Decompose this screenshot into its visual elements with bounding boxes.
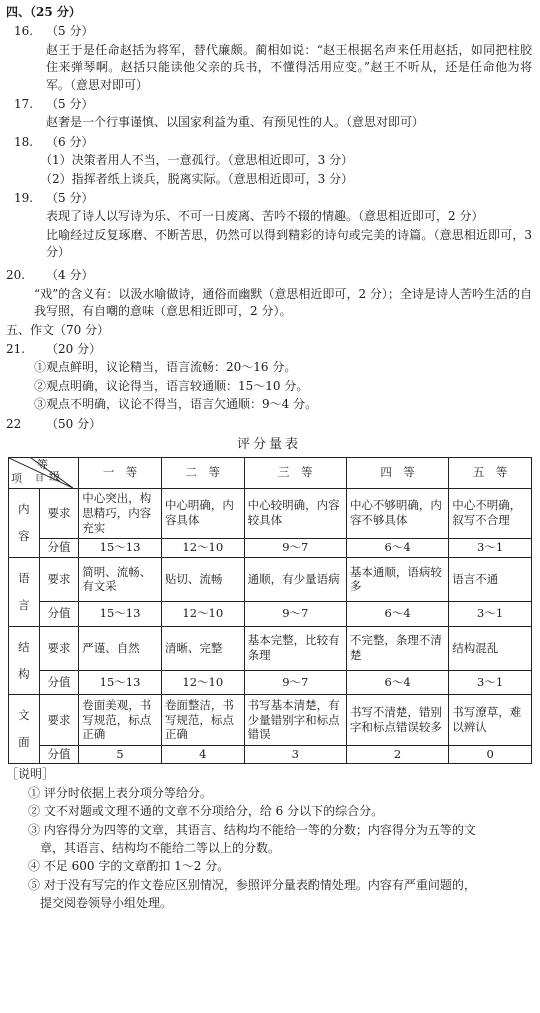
question-number: 19. bbox=[14, 190, 34, 205]
category-writing bbox=[9, 695, 40, 764]
req-label: 要求 bbox=[39, 626, 79, 671]
table-cell: 通顺，有少量语病 bbox=[244, 557, 346, 602]
question-19 bbox=[6, 190, 532, 207]
corner-label-left: 项 bbox=[11, 471, 22, 485]
table-cell: 6～4 bbox=[346, 671, 448, 695]
table-cell: 书写基本清楚，有少量错别字和标点错误 bbox=[244, 695, 346, 745]
question-points: （50 分） bbox=[46, 416, 102, 431]
table-cell: 中心突出，构思精巧，内容充实 bbox=[79, 488, 162, 538]
corner-label-top2: 级 bbox=[49, 469, 60, 483]
question-16 bbox=[6, 23, 532, 40]
table-cell: 3～1 bbox=[449, 602, 532, 626]
question-21 bbox=[6, 341, 532, 358]
note-3-continued: 章，其语言、结构均不能给二等以上的分数。 bbox=[40, 840, 281, 855]
score-label: 分值 bbox=[39, 745, 79, 764]
note-1: ① 评分时依据上表分项分等给分。 bbox=[28, 785, 212, 800]
question-20 bbox=[6, 267, 532, 284]
question-number: 16. bbox=[14, 24, 34, 39]
category-char: 内 bbox=[18, 501, 30, 516]
level-header-3: 三 等 bbox=[244, 457, 346, 488]
category-char: 文 bbox=[18, 708, 30, 723]
question-number: 17. bbox=[14, 96, 34, 111]
answer-16: 赵王于是任命赵括为将军，替代廉颇。蔺相如说：“赵王根据名声来任用赵括，如同把柱胶住来弹琴啊。赵括只能读他父亲的兵书，不懂得活用应变。”赵王不听从，还是任命他为将军。（意思对即可） bbox=[46, 42, 532, 92]
table-cell: 3～1 bbox=[449, 671, 532, 695]
question-number: 21. bbox=[6, 342, 26, 357]
table-cell: 3～1 bbox=[449, 538, 532, 557]
table-cell: 简明、流畅、有文采 bbox=[79, 557, 162, 602]
level-header-2: 二 等 bbox=[161, 457, 244, 488]
req-label: 要求 bbox=[39, 695, 79, 745]
question-points: （6 分） bbox=[46, 134, 94, 149]
category-content bbox=[9, 488, 40, 557]
question-points: （20 分） bbox=[46, 342, 102, 357]
table-cell: 书写潦草，难以辨认 bbox=[449, 695, 532, 745]
table-cell: 12～10 bbox=[161, 602, 244, 626]
req-label: 要求 bbox=[39, 488, 79, 538]
table-cell: 中心较明确，内容较具体 bbox=[244, 488, 346, 538]
corner-label-top1: 等 bbox=[37, 457, 48, 471]
scoring-table bbox=[8, 457, 532, 765]
scoring-table-title: 评分量表 bbox=[236, 436, 301, 452]
question-points: （4 分） bbox=[46, 268, 94, 283]
table-cell: 5 bbox=[79, 745, 162, 764]
table-cell: 卷面美观，书写规范，标点正确 bbox=[79, 695, 162, 745]
table-corner-cell bbox=[9, 457, 79, 488]
table-cell: 结构混乱 bbox=[449, 626, 532, 671]
answer-21-item-2: ②观点明确，议论得当，语言较通顺：15～10 分。 bbox=[34, 378, 309, 393]
table-cell: 书写不清楚，错别字和标点错误较多 bbox=[346, 695, 448, 745]
answer-18-item-1: （1）决策者用人不当，一意孤行。（意思相近即可，3 分） bbox=[40, 153, 354, 168]
table-cell: 贴切、流畅 bbox=[161, 557, 244, 602]
note-5-continued: 提交阅卷领导小组处理。 bbox=[40, 896, 173, 911]
table-cell: 清晰、完整 bbox=[161, 626, 244, 671]
question-17 bbox=[6, 96, 532, 113]
table-cell: 3 bbox=[244, 745, 346, 764]
note-4: ④ 不足 600 字的文章酌扣 1～2 分。 bbox=[28, 859, 230, 874]
table-cell: 不完整，条理不清楚 bbox=[346, 626, 448, 671]
table-cell: 12～10 bbox=[161, 538, 244, 557]
table-cell: 15～13 bbox=[79, 671, 162, 695]
content-score-row bbox=[9, 538, 532, 557]
category-structure bbox=[9, 626, 40, 695]
table-cell: 语言不通 bbox=[449, 557, 532, 602]
answer-19-line-2: 比喻经过反复琢磨、不断苦思，仍然可以得到精彩的诗句或完美的诗篇。（意思相近即可，3 分） bbox=[46, 227, 532, 260]
question-points: （5 分） bbox=[46, 96, 94, 111]
table-cell: 中心明确，内容具体 bbox=[161, 488, 244, 538]
category-char: 构 bbox=[18, 666, 30, 681]
language-req-row bbox=[9, 557, 532, 602]
structure-score-row bbox=[9, 671, 532, 695]
note-2: ② 文不对题或文理不通的文章不分项给分，给 6 分以下的综合分。 bbox=[28, 804, 384, 819]
table-cell: 6～4 bbox=[346, 538, 448, 557]
writing-score-row bbox=[9, 745, 532, 764]
note-3: ③ 内容得分为四等的文章，其语言、结构均不能给一等的分数；内容得分为五等的文 bbox=[28, 822, 476, 837]
answer-21-item-1: ①观点鲜明，议论精当，语言流畅：20～16 分。 bbox=[34, 360, 297, 375]
table-cell: 12～10 bbox=[161, 671, 244, 695]
level-header-5: 五 等 bbox=[449, 457, 532, 488]
category-char: 容 bbox=[18, 528, 30, 543]
table-cell: 6～4 bbox=[346, 602, 448, 626]
level-header-4: 四 等 bbox=[346, 457, 448, 488]
answer-19-line-1: 表现了诗人以写诗为乐、不可一日废离、苦吟不辍的情趣。（意思相近即可，2 分） bbox=[46, 209, 484, 224]
question-number: 18. bbox=[14, 134, 34, 149]
table-cell: 4 bbox=[161, 745, 244, 764]
table-cell: 9～7 bbox=[244, 538, 346, 557]
table-cell: 中心不够明确，内容不够具体 bbox=[346, 488, 448, 538]
writing-req-row bbox=[9, 695, 532, 745]
table-cell: 9～7 bbox=[244, 602, 346, 626]
answer-18-item-2: （2）指挥者纸上谈兵，脱离实际。（意思相近即可，3 分） bbox=[40, 171, 354, 186]
question-number: 20. bbox=[6, 268, 26, 283]
category-char: 面 bbox=[18, 735, 30, 750]
question-22 bbox=[6, 416, 532, 433]
question-18 bbox=[6, 134, 532, 151]
question-points: （5 分） bbox=[46, 190, 94, 205]
category-char: 语 bbox=[18, 570, 30, 585]
table-cell: 9～7 bbox=[244, 671, 346, 695]
answer-20: “戏”的含义有：以汲水喻做诗，通俗而幽默（意思相近即可，2 分）；全诗是诗人苦吟生活的自我写照，有自嘲的意味（意思相近即可，2 分）。 bbox=[34, 286, 532, 319]
score-label: 分值 bbox=[39, 602, 79, 626]
category-char: 言 bbox=[18, 597, 30, 612]
table-cell: 15～13 bbox=[79, 602, 162, 626]
content-req-row bbox=[9, 488, 532, 538]
language-score-row bbox=[9, 602, 532, 626]
table-cell: 卷面整洁，书写规范，标点正确 bbox=[161, 695, 244, 745]
answer-17: 赵奢是一个行事谨慎、以国家利益为重、有预见性的人。（意思对即可） bbox=[46, 115, 425, 130]
level-header-1: 一 等 bbox=[79, 457, 162, 488]
structure-req-row bbox=[9, 626, 532, 671]
question-points: （5 分） bbox=[46, 24, 94, 39]
table-cell: 2 bbox=[346, 745, 448, 764]
section-four-heading: 四、（25 分） bbox=[6, 5, 81, 19]
table-cell: 中心不明确，叙写不合理 bbox=[449, 488, 532, 538]
question-number: 22 bbox=[6, 416, 22, 431]
note-5: ⑤ 对于没有写完的作文卷应区别情况，参照评分量表酌情处理。内容有严重问题的， bbox=[28, 877, 476, 892]
table-cell: 基本通顺，语病较多 bbox=[346, 557, 448, 602]
answer-21-item-3: ③观点不明确，议论不得当，语言欠通顺：9～4 分。 bbox=[34, 397, 318, 412]
score-label: 分值 bbox=[39, 538, 79, 557]
table-cell: 0 bbox=[449, 745, 532, 764]
table-header-row bbox=[9, 457, 532, 488]
table-cell: 15～13 bbox=[79, 538, 162, 557]
notes-title: ［说明］ bbox=[6, 767, 55, 782]
table-cell: 严谨、自然 bbox=[79, 626, 162, 671]
category-char: 结 bbox=[18, 639, 30, 654]
req-label: 要求 bbox=[39, 557, 79, 602]
table-cell: 基本完整，比较有条理 bbox=[244, 626, 346, 671]
score-label: 分值 bbox=[39, 671, 79, 695]
category-language bbox=[9, 557, 40, 626]
section-five-heading: 五、作文（70 分） bbox=[6, 322, 110, 337]
corner-label-mid: 目 bbox=[35, 473, 45, 484]
